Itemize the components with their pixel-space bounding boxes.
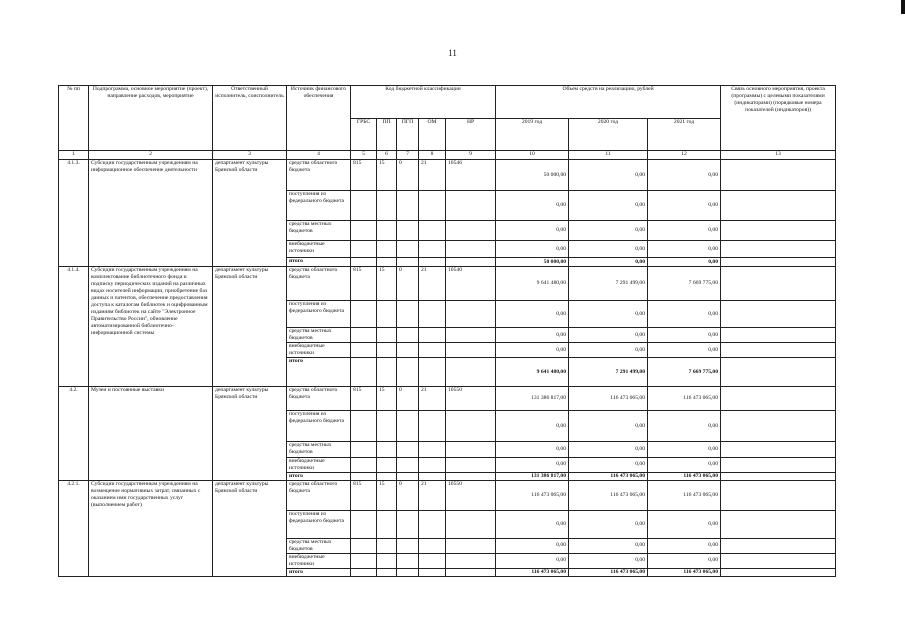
kbk-code (446, 553, 496, 568)
kbk-code (397, 241, 419, 258)
col-number: 6 (377, 151, 397, 160)
source-local: средства местных бюджетов (287, 538, 351, 553)
header-source: Источник финансового обеспечения (287, 86, 351, 151)
amount-regional: 116 473 065,00 (648, 387, 721, 411)
header-kbk-grbs: ГРБС (351, 118, 377, 151)
kbk-code (419, 458, 446, 473)
scan-edge-mark (901, 0, 905, 14)
amount-federal: 0,00 (569, 411, 648, 442)
kbk-code (397, 510, 419, 538)
header-kbk: Код бюджетной классификации (351, 86, 496, 119)
col-number: 10 (496, 151, 569, 160)
kbk-code: 21 (419, 267, 446, 301)
measure-name: Музеи и постоянные выставки (89, 387, 213, 481)
kbk-code (397, 472, 419, 480)
source-federal: поступления из федерального бюджета (287, 191, 351, 221)
kbk-code (419, 191, 446, 221)
kbk-code (446, 241, 496, 258)
kbk-code: 15 (377, 160, 397, 191)
executor: департамент культуры Брянской области (213, 387, 287, 481)
executor: департамент культуры Брянской области (213, 267, 287, 387)
amount-total: 0,00 (569, 258, 648, 267)
kbk-code (446, 343, 496, 358)
source-total: итого (287, 568, 351, 576)
amount-offbudget: 0,00 (569, 458, 648, 473)
amount-local: 0,00 (569, 538, 648, 553)
kbk-code (377, 458, 397, 473)
kbk-code: 15 (377, 267, 397, 301)
amount-regional: 116 473 065,00 (569, 387, 648, 411)
source-offbudget: внебюджетные источники (287, 553, 351, 568)
amount-federal: 0,00 (496, 191, 569, 221)
amount-total: 131 386 817,00 (496, 472, 569, 480)
kbk-code (351, 510, 377, 538)
amount-total: 116 473 065,00 (569, 568, 648, 576)
kbk-code (377, 568, 397, 576)
kbk-code (377, 301, 397, 328)
kbk-code (419, 411, 446, 442)
amount-local: 0,00 (569, 221, 648, 241)
source-local: средства местных бюджетов (287, 328, 351, 343)
header-year-2020: 2020 год (569, 118, 648, 151)
kbk-code (377, 358, 397, 387)
indicator-link (721, 267, 836, 301)
kbk-code (397, 442, 419, 458)
kbk-code (397, 568, 419, 576)
kbk-code (377, 241, 397, 258)
kbk-code (351, 191, 377, 221)
row-number: 4.2.1. (59, 480, 89, 576)
col-number: 8 (419, 151, 446, 160)
kbk-code (419, 510, 446, 538)
amount-federal: 0,00 (569, 301, 648, 328)
amount-local: 0,00 (496, 442, 569, 458)
amount-offbudget: 0,00 (648, 458, 721, 473)
amount-federal: 0,00 (569, 510, 648, 538)
amount-federal: 0,00 (648, 301, 721, 328)
column-numbers-row (59, 151, 836, 160)
kbk-code (419, 221, 446, 241)
source-federal: поступления из федерального бюджета (287, 510, 351, 538)
amount-federal: 0,00 (648, 510, 721, 538)
kbk-code (419, 343, 446, 358)
source-federal: поступления из федерального бюджета (287, 301, 351, 328)
amount-local: 0,00 (569, 442, 648, 458)
indicator-link (721, 160, 836, 191)
source-total: итого (287, 472, 351, 480)
indicator-link (721, 568, 836, 576)
kbk-code (377, 553, 397, 568)
amount-local: 0,00 (496, 221, 569, 241)
col-number: 5 (351, 151, 377, 160)
header-year-2019: 2019 год (496, 118, 569, 151)
kbk-code (397, 343, 419, 358)
kbk-code (377, 442, 397, 458)
kbk-code (351, 258, 377, 267)
indicator-link (721, 328, 836, 343)
row-number: 4.1.4. (59, 267, 89, 387)
table-row (59, 387, 836, 411)
source-local: средства местных бюджетов (287, 221, 351, 241)
kbk-code (397, 411, 419, 442)
kbk-code (397, 358, 419, 387)
kbk-code (377, 510, 397, 538)
kbk-code (377, 328, 397, 343)
source-regional: средства областного бюджета (287, 387, 351, 411)
kbk-code (446, 411, 496, 442)
amount-offbudget: 0,00 (648, 553, 721, 568)
amount-federal: 0,00 (648, 411, 721, 442)
kbk-code: 0 (397, 160, 419, 191)
indicator-link (721, 442, 836, 458)
indicator-link (721, 411, 836, 442)
amount-offbudget: 0,00 (569, 241, 648, 258)
indicator-link (721, 221, 836, 241)
amount-regional: 131 386 817,00 (496, 387, 569, 411)
kbk-code: 815 (351, 267, 377, 301)
kbk-code (351, 301, 377, 328)
kbk-code (351, 538, 377, 553)
executor: департамент культуры Брянской области (213, 160, 287, 267)
source-offbudget: внебюджетные источники (287, 458, 351, 473)
header-kbk-om: ОМ (419, 118, 446, 151)
kbk-code (419, 538, 446, 553)
kbk-code (351, 472, 377, 480)
kbk-code (397, 258, 419, 267)
header-volume: Объем средств на реализацию, рублей (496, 86, 721, 119)
kbk-code (377, 221, 397, 241)
kbk-code (351, 221, 377, 241)
executor: департамент культуры Брянской области (213, 480, 287, 576)
amount-regional: 50 000,00 (496, 160, 569, 191)
source-federal: поступления из федерального бюджета (287, 411, 351, 442)
page-number: 11 (448, 48, 457, 58)
kbk-code: 0 (397, 387, 419, 411)
amount-local: 0,00 (496, 328, 569, 343)
col-number: 4 (287, 151, 351, 160)
amount-regional: 116 473 065,00 (496, 480, 569, 510)
kbk-code (397, 553, 419, 568)
budget-table (58, 85, 836, 577)
kbk-code (419, 328, 446, 343)
header-link: Связь основного мероприятия, проекта (программы) с целевыми показателями (индикаторами) (порядковые номера показателей (индикаторов)) (721, 86, 836, 151)
kbk-code (351, 328, 377, 343)
table-row (59, 160, 836, 191)
col-number: 7 (397, 151, 419, 160)
amount-regional: 0,00 (569, 160, 648, 191)
kbk-code (446, 328, 496, 343)
header-kbk-pp: ПП (377, 118, 397, 151)
kbk-code: 0 (397, 480, 419, 510)
source-regional: средства областного бюджета (287, 160, 351, 191)
indicator-link (721, 472, 836, 480)
kbk-code (446, 358, 496, 387)
kbk-code (446, 472, 496, 480)
kbk-code: 15 (377, 387, 397, 411)
header-no: № пп (59, 86, 89, 151)
amount-federal: 0,00 (496, 510, 569, 538)
kbk-code (377, 411, 397, 442)
amount-offbudget: 0,00 (496, 343, 569, 358)
kbk-code (419, 358, 446, 387)
indicator-link (721, 387, 836, 411)
source-regional: средства областного бюджета (287, 267, 351, 301)
kbk-code (419, 301, 446, 328)
amount-total: 50 000,00 (496, 258, 569, 267)
kbk-code (351, 458, 377, 473)
kbk-code (446, 458, 496, 473)
amount-local: 0,00 (648, 328, 721, 343)
amount-local: 0,00 (648, 221, 721, 241)
source-total: итого (287, 358, 351, 387)
kbk-code (397, 328, 419, 343)
amount-offbudget: 0,00 (496, 458, 569, 473)
amount-total: 116 473 065,00 (569, 472, 648, 480)
indicator-link (721, 458, 836, 473)
amount-total: 116 473 065,00 (648, 472, 721, 480)
source-local: средства местных бюджетов (287, 442, 351, 458)
amount-regional: 7 291 499,00 (569, 267, 648, 301)
header-executor: Ответственный исполнитель, соисполнитель (213, 86, 287, 151)
amount-regional: 116 473 065,00 (569, 480, 648, 510)
kbk-code (377, 191, 397, 221)
kbk-code (419, 568, 446, 576)
indicator-link (721, 538, 836, 553)
row-number: 4.2. (59, 387, 89, 481)
amount-total: 7 291 499,00 (569, 358, 648, 387)
header-program: Подпрограмма, основное мероприятие (проект), направление расходов, мероприятие (89, 86, 213, 151)
kbk-code (397, 538, 419, 553)
measure-name: Субсидии государственным учреждениям на информационное обеспечение деятельности (89, 160, 213, 267)
col-number: 3 (213, 151, 287, 160)
col-number: 1 (59, 151, 89, 160)
kbk-code (377, 472, 397, 480)
kbk-code: 10550 (446, 387, 496, 411)
source-offbudget: внебюджетные источники (287, 343, 351, 358)
kbk-code (351, 568, 377, 576)
indicator-link (721, 358, 836, 387)
amount-total: 7 669 775,00 (648, 358, 721, 387)
col-number: 12 (648, 151, 721, 160)
indicator-link (721, 191, 836, 221)
amount-total: 0,00 (648, 258, 721, 267)
kbk-code (419, 258, 446, 267)
amount-regional: 116 473 065,00 (648, 480, 721, 510)
kbk-code (351, 442, 377, 458)
amount-local: 0,00 (648, 442, 721, 458)
amount-local: 0,00 (569, 328, 648, 343)
kbk-code (377, 538, 397, 553)
kbk-code (446, 568, 496, 576)
indicator-link (721, 301, 836, 328)
col-number: 9 (446, 151, 496, 160)
kbk-code (397, 191, 419, 221)
kbk-code (351, 553, 377, 568)
amount-offbudget: 0,00 (569, 343, 648, 358)
indicator-link (721, 510, 836, 538)
header-kbk-nr: НР (446, 118, 496, 151)
kbk-code: 21 (419, 480, 446, 510)
amount-federal: 0,00 (648, 191, 721, 221)
amount-regional: 9 641 480,00 (496, 267, 569, 301)
kbk-code (446, 301, 496, 328)
kbk-code (351, 241, 377, 258)
kbk-code (446, 221, 496, 241)
kbk-code (351, 411, 377, 442)
header-row (59, 86, 836, 119)
row-number: 4.1.3. (59, 160, 89, 267)
kbk-code (351, 358, 377, 387)
amount-total: 9 641 480,00 (496, 358, 569, 387)
kbk-code (446, 258, 496, 267)
kbk-code: 815 (351, 387, 377, 411)
kbk-code (397, 301, 419, 328)
kbk-code: 0 (397, 267, 419, 301)
kbk-code: 815 (351, 480, 377, 510)
kbk-code: 10550 (446, 480, 496, 510)
kbk-code: 10546 (446, 160, 496, 191)
kbk-code (419, 241, 446, 258)
indicator-link (721, 480, 836, 510)
indicator-link (721, 241, 836, 258)
kbk-code (397, 458, 419, 473)
amount-total: 116 473 065,00 (496, 568, 569, 576)
col-number: 13 (721, 151, 836, 160)
kbk-code: 10540 (446, 267, 496, 301)
kbk-code (377, 258, 397, 267)
amount-offbudget: 0,00 (496, 553, 569, 568)
amount-local: 0,00 (648, 538, 721, 553)
amount-offbudget: 0,00 (648, 343, 721, 358)
amount-offbudget: 0,00 (569, 553, 648, 568)
kbk-code (397, 221, 419, 241)
amount-federal: 0,00 (496, 301, 569, 328)
kbk-code: 15 (377, 480, 397, 510)
kbk-code (377, 343, 397, 358)
col-number: 2 (89, 151, 213, 160)
amount-local: 0,00 (496, 538, 569, 553)
table-row (59, 267, 836, 301)
indicator-link (721, 343, 836, 358)
source-regional: средства областного бюджета (287, 480, 351, 510)
amount-offbudget: 0,00 (648, 241, 721, 258)
source-total: итого (287, 258, 351, 267)
col-number: 11 (569, 151, 648, 160)
kbk-code (419, 442, 446, 458)
amount-federal: 0,00 (569, 191, 648, 221)
amount-total: 116 473 065,00 (648, 568, 721, 576)
measure-name: Субсидии государственным учреждениям на комплектование библиотечного фонда и подписку периодических изданий на различных видах носителей информации, приобретение баз данных и патентов, обеспечение предоставления доступа к каталогам библиотек и оцифрованным изданиям библиотек на сайте "Электронное Правительство России", обновление автоматизированной библиотечно-информационной системы (89, 267, 213, 387)
kbk-code (446, 191, 496, 221)
kbk-code (446, 538, 496, 553)
kbk-code (351, 343, 377, 358)
amount-regional: 7 669 775,00 (648, 267, 721, 301)
kbk-code: 815 (351, 160, 377, 191)
kbk-code (419, 553, 446, 568)
kbk-code (446, 510, 496, 538)
kbk-code: 21 (419, 387, 446, 411)
measure-name: Субсидии государственным учреждениям на возмещение нормативных затрат, связанных с оказанием ими государственных услуг (выполнением работ) (89, 480, 213, 576)
indicator-link (721, 553, 836, 568)
amount-offbudget: 0,00 (496, 241, 569, 258)
amount-federal: 0,00 (496, 411, 569, 442)
kbk-code (446, 442, 496, 458)
header-kbk-pgp: ПГП (397, 118, 419, 151)
header-year-2021: 2021 год (648, 118, 721, 151)
amount-regional: 0,00 (648, 160, 721, 191)
kbk-code (419, 472, 446, 480)
source-offbudget: внебюджетные источники (287, 241, 351, 258)
indicator-link (721, 258, 836, 267)
kbk-code: 21 (419, 160, 446, 191)
table-row (59, 480, 836, 510)
